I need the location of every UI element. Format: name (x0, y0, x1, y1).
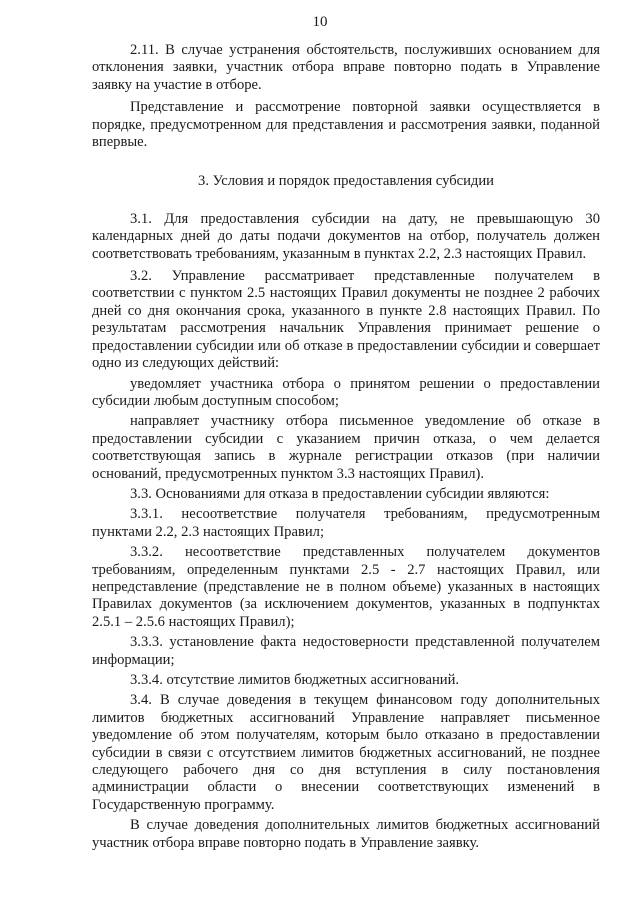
document-body (92, 42, 600, 855)
page-number: 10 (312, 14, 328, 30)
paragraph-3-2: 3.2. Управление рассматривает представленные получателем в соответствии с пунктом 2.5 настоящих Правил документы не позднее 2 рабочих дней со дня окончания срока, указанного в пункте 2.8 настоящих Правил. По результатам рассмотрения начальник Управления принимает решение о предоставлении субсидии или об отказе в предоставлении субсидии и совершает одно из следующих действий: (92, 268, 600, 372)
paragraph-3-3-1: 3.3.1. несоответствие получателя требованиям, предусмотренным пунктами 2.2, 2.3 настоящих Правил; (92, 506, 600, 540)
paragraph-3-3-2: 3.3.2. несоответствие представленных получателем документов требованиям, определенным пунктами 2.5 - 2.7 настоящих Правил, или непредставление (представление не в полном объеме) указанных в настоящих Правилах документов (за исключением документов, указанных в подпунктах 2.5.1 – 2.5.6 настоящих Правил); (92, 544, 600, 630)
paragraph-repeat-application: Представление и рассмотрение повторной заявки осуществляется в порядке, предусмотренном для представления и рассмотрения заявки, поданной впервые. (92, 99, 600, 151)
paragraph-notify-decision: уведомляет участника отбора о принятом решении о предоставлении субсидии любым доступным способом; (92, 375, 600, 409)
section-title: 3. Условия и порядок предоставления субсидии (198, 173, 494, 190)
paragraph-2-11: 2.11. В случае устранения обстоятельств, послуживших основанием для отклонения заявки, участник отбора вправе повторно подать в Управление заявку на участие в отборе. (92, 42, 600, 93)
paragraph-additional-limits: В случае доведения дополнительных лимитов бюджетных ассигнований участник отбора вправе повторно подать в Управление заявку. (92, 817, 600, 851)
paragraph-notify-refusal: направляет участнику отбора письменное уведомление об отказе в предоставлении субсидии с указанием причин отказа, о чем делается соответствующая запись в журнале регистрации отказов (при наличии оснований, предусмотренных пунктом 3.3 настоящих Правил). (92, 413, 600, 482)
paragraph-3-3: 3.3. Основаниями для отказа в предоставлении субсидии являются: (130, 485, 550, 502)
paragraph-3-4: 3.4. В случае доведения в текущем финансовом году дополнительных лимитов бюджетных ассигнований Управление направляет письменное уведомление об этом получателям, которым было отказано в предоставлении субсидии в связи с отсутствием лимитов бюджетных ассигнований, не позднее следующего рабочего дня со дня вступления в силу постановления администрации области о внесении соответствующих изменений в Государственную программу. (92, 692, 600, 813)
paragraph-3-1: 3.1. Для предоставления субсидии на дату, не превышающую 30 календарных дней до даты подачи документов на отбор, получатель должен соответствовать требованиям, указанным в пунктах 2.2, 2.3 настоящих Правил. (92, 210, 600, 262)
paragraph-3-3-3: 3.3.3. установление факта недостоверности представленной получателем информации; (92, 634, 600, 668)
paragraph-3-3-4: 3.3.4. отсутствие лимитов бюджетных ассигнований. (130, 672, 460, 688)
